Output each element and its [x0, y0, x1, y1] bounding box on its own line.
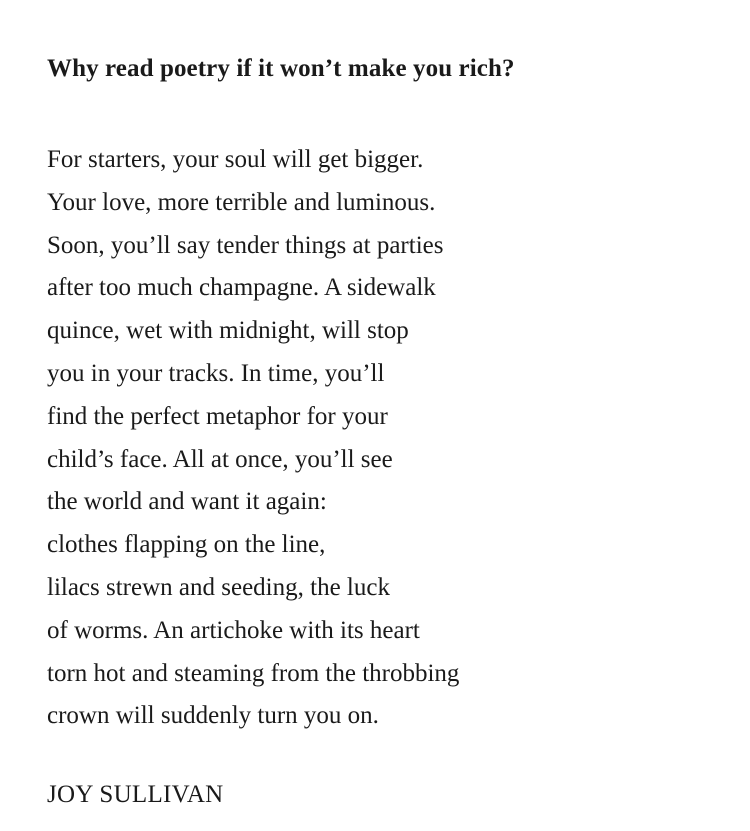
- poem-line: lilacs strewn and seeding, the luck: [47, 573, 390, 601]
- poem-line: Soon, you’ll say tender things at parties: [47, 231, 444, 259]
- poem-line: Your love, more terrible and luminous.: [47, 188, 436, 216]
- poem-author: JOY SULLIVAN: [47, 781, 224, 808]
- poem-line: clothes flapping on the line,: [47, 531, 326, 559]
- poem-line: after too much champagne. A sidewalk: [47, 274, 436, 302]
- poem-line: the world and want it again:: [47, 488, 327, 516]
- poem-line: crown will suddenly turn you on.: [47, 702, 379, 730]
- poem-title: Why read poetry if it won’t make you rich?: [47, 55, 515, 82]
- poem-line: you in your tracks. In time, you’ll: [47, 359, 385, 387]
- poem-line: child’s face. All at once, you’ll see: [47, 445, 393, 473]
- poem-body: [47, 139, 459, 738]
- poem-line: of worms. An artichoke with its heart: [47, 616, 420, 644]
- poem-line: torn hot and steaming from the throbbing: [47, 659, 460, 687]
- poem-line: For starters, your soul will get bigger.: [47, 146, 424, 173]
- poem-line: quince, wet with midnight, will stop: [47, 317, 409, 345]
- poem-line: find the perfect metaphor for your: [47, 402, 388, 430]
